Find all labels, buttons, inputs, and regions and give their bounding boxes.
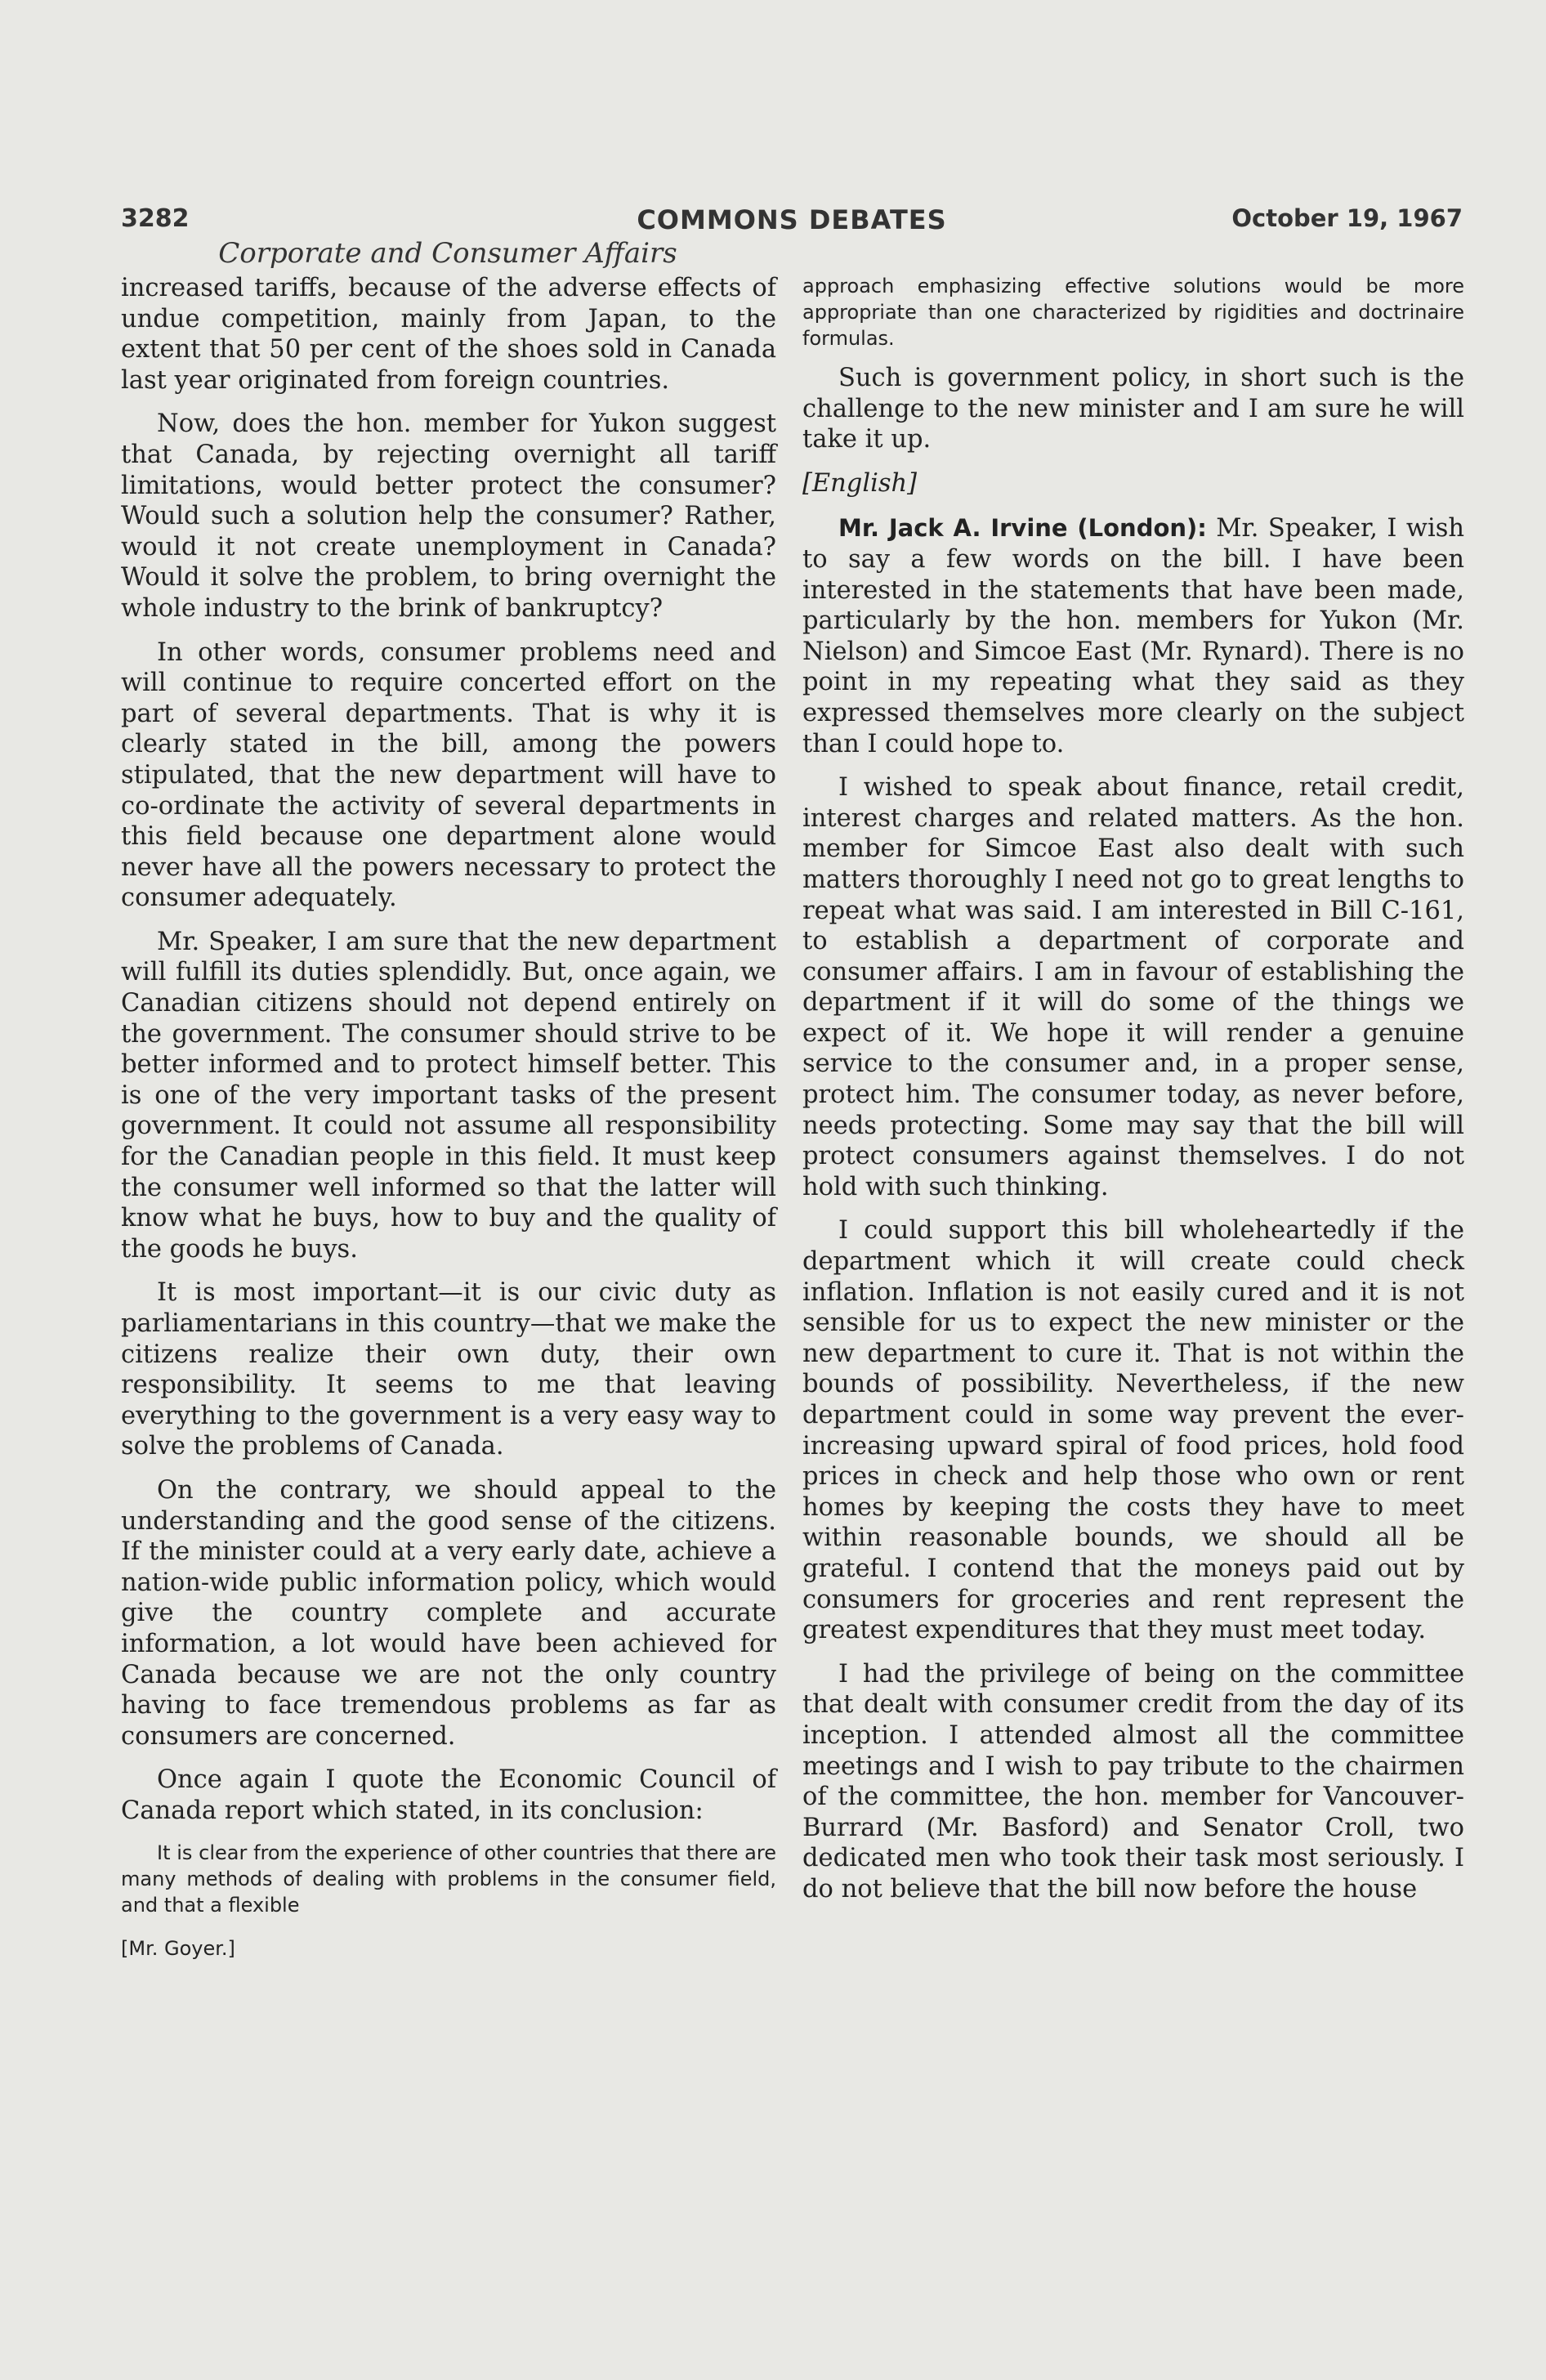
paragraph: increased tariffs, because of the adverse effects of undue competition, mainly from Japan, to the extent that 50 per cent of the shoes sold in Canada last year originated from foreign countries. (121, 274, 776, 395)
speaker-name: Mr. Jack A. Irvine (London): (838, 514, 1207, 543)
paragraph: In other words, consumer problems need and will continue to require concerted effort on the part of several departments. That is why it is clearly stated in the bill, among the powers stipulated, that the new department will have to co-ordinate the activity of several departments in this field because one department alone would never have all the powers necessary to protect the consumer adequately. (121, 638, 776, 913)
left-column (121, 273, 776, 1974)
paragraph: I could support this bill wholeheartedly if the department which it will create could check inflation. Inflation is not easily cured and it is not sensible for us to expect the new minister or the new department to cure it. That is not within the bounds of possibility. Nevertheless, if the new department could in some way prevent the ever-increasing upward spiral of food prices, hold food prices in check and help those who own or rent homes by keeping the costs they have to meet within reasonable bounds, we should all be grateful. I contend that the moneys paid out by consumers for groceries and rent represent the greatest expenditures that they must meet today. (802, 1216, 1464, 1645)
speech-text: Mr. Speaker, I wish to say a few words on the bill. I have been interested in the statements that have been made, particularly by the hon. members for Yukon (Mr. Nielson) and Simcoe East (Mr. Rynard). There is no point in my repeating what they said as they expressed themselves more clearly on the subject than I could hope to. (802, 514, 1464, 758)
paragraph: Now, does the hon. member for Yukon suggest that Canada, by rejecting overnight all tariff limitations, would better protect the consumer? Would such a solution help the consumer? Rather, would it not create unemployment in Canada? Would it solve the problem, to bring overnight the whole industry to the brink of bankruptcy? (121, 409, 776, 623)
running-header (121, 204, 1463, 237)
paragraph: I had the privilege of being on the committee that dealt with consumer credit from the day of its inception. I attended almost all the committee meetings and I wish to pay tribute to the chairmen of the committee, the hon. member for Vancouver-Burrard (Mr. Basford) and Senator Croll, two dedicated men who took their task most seriously. I do not believe that the bill now before the house (802, 1659, 1464, 1904)
paragraph: Mr. Speaker, I am sure that the new department will fulfill its duties splendidly. But, once again, we Canadian citizens should not depend entirely on the government. The consumer should strive to be better informed and to protect himself better. This is one of the very important tasks of the present government. It could not assume all responsibility for the Canadian people in this field. It must keep the consumer well informed so that the latter will know what he buys, how to buy and the quality of the goods he buys. (121, 927, 776, 1264)
speaker-attribution: [Mr. Goyer.] (121, 1936, 235, 1960)
paragraph: Such is government policy, in short such is the challenge to the new minister and I am sure he will take it up. (802, 364, 1464, 454)
paragraph: Once again I quote the Economic Council of Canada report which stated, in its conclusion: (121, 1765, 776, 1825)
block-quote: It is clear from the experience of other countries that there are many methods of dealing with problems in the consumer field, and that a flexible (121, 1841, 776, 1917)
block-quote-continued: approach emphasizing effective solutions would be more appropriate than one characterized by rigidities and doctrinaire formulas. (802, 275, 1464, 350)
issue-date: October 19, 1967 (1231, 204, 1463, 232)
language-marker: [English] (802, 468, 918, 498)
speech-paragraph (802, 513, 1464, 759)
paragraph: It is most important—it is our civic duty as parliamentarians in this country—that we make the citizens realize their own duty, their own responsibility. It seems to me that leaving everything to the government is a very easy way to solve the problems of Canada. (121, 1278, 776, 1461)
paragraph: On the contrary, we should appeal to the understanding and the good sense of the citizens. If the minister could at a very early date, achieve a nation-wide public information policy, which would give the country complete and accurate information, a lot would have been achieved for Canada because we are not the only country having to face tremendous problems as far as consumers are concerned. (121, 1475, 776, 1751)
subject-heading: Corporate and Consumer Affairs (218, 237, 677, 270)
right-column (802, 273, 1464, 1918)
publication-title: COMMONS DEBATES (637, 204, 947, 235)
paragraph: I wished to speak about finance, retail credit, interest charges and related matters. As the hon. member for Simcoe East also dealt with such matters thoroughly I need not go to great lengths to repeat what was said. I am interested in Bill C-161, to establish a department of corporate and consumer affairs. I am in favour of establishing the department if it will do some of the things we expect of it. We hope it will render a genuine service to the consumer and, in a proper sense, protect him. The consumer today, as never before, needs protecting. Some may say that the bill will protect consumers against themselves. I do not hold with such thinking. (802, 773, 1464, 1201)
page-number: 3282 (121, 204, 190, 233)
